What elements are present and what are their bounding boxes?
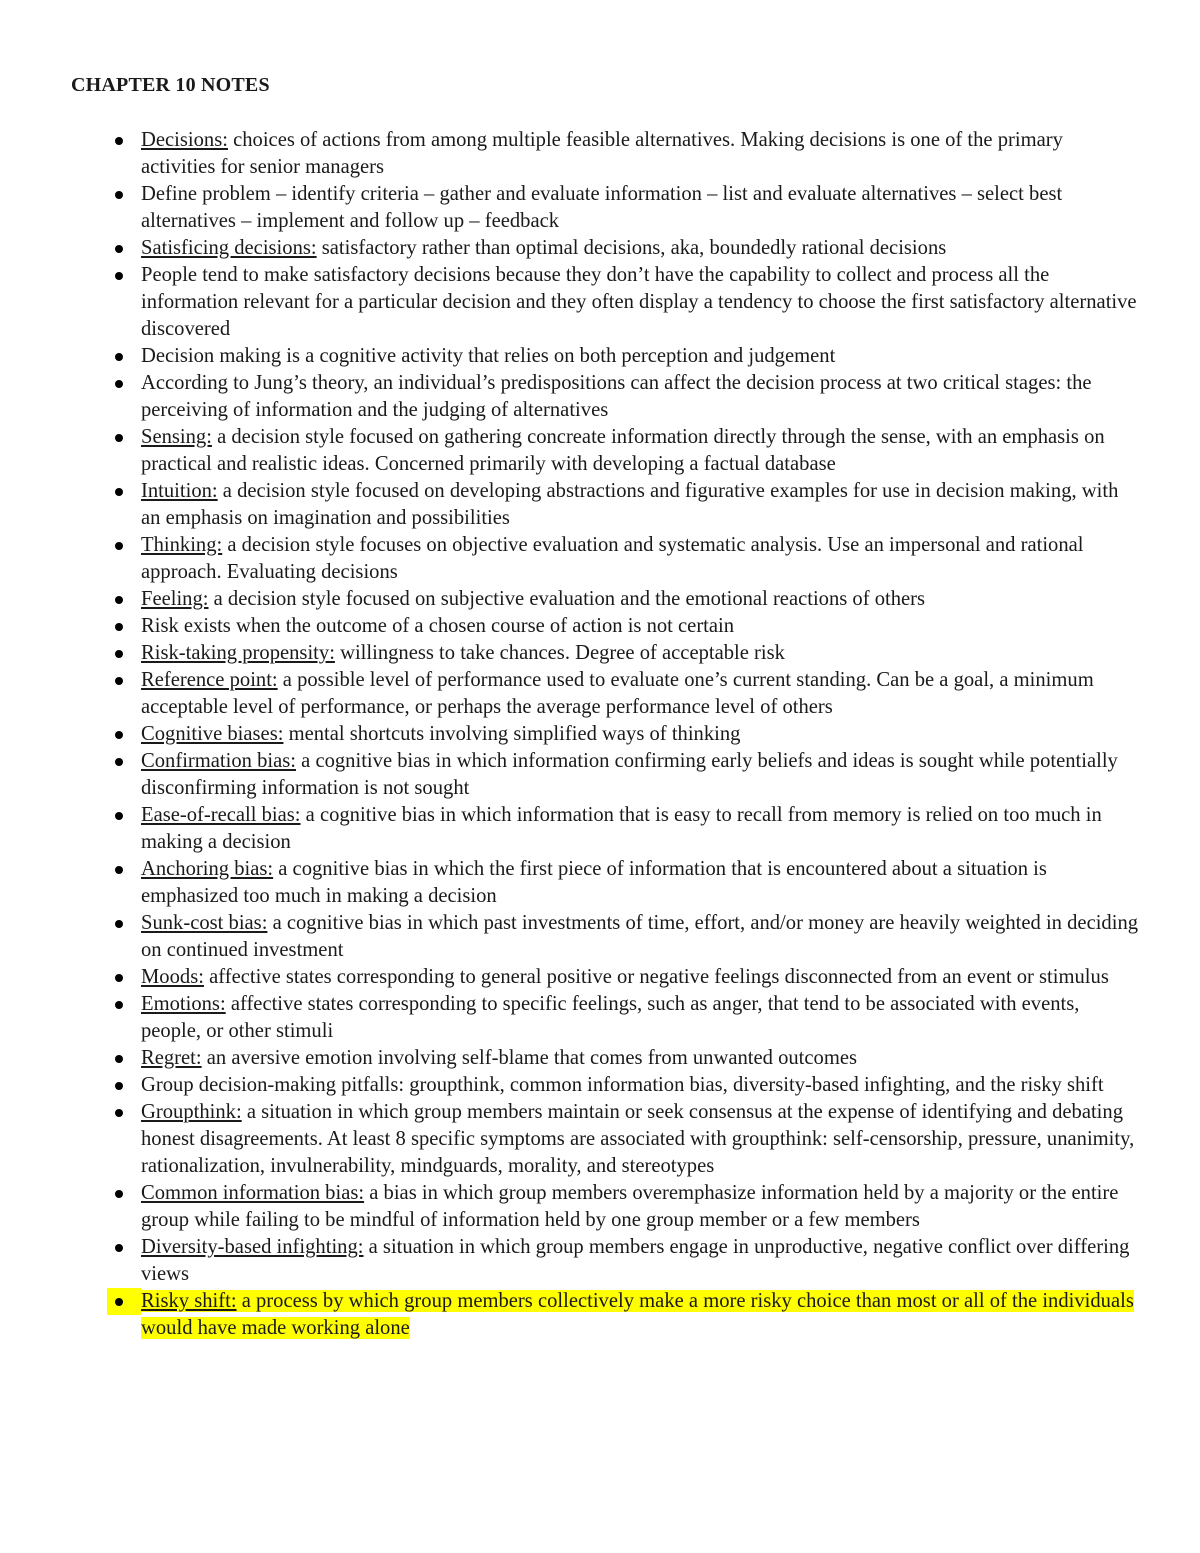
list-item-content [141, 237, 946, 259]
term-label: Satisficing decisions: [141, 237, 317, 259]
list-item [0, 640, 1200, 667]
term-label: Confirmation bias: [141, 750, 297, 772]
bullet-icon [115, 640, 125, 667]
term-label: Emotions: [141, 993, 226, 1015]
list-item [0, 532, 1200, 586]
definition-text: an aversive emotion involving self-blame that comes from unwanted outcomes [201, 1047, 858, 1069]
list-item [0, 262, 1200, 343]
bullet-icon [115, 964, 125, 991]
list-item [0, 856, 1200, 910]
list-item-content [141, 372, 1092, 421]
definition-text: Group decision-making pitfalls: groupthink, common information bias, diversity-based infighting, and the risky shift [141, 1074, 1104, 1096]
term-label: Sensing: [141, 426, 212, 448]
list-item [0, 1234, 1200, 1288]
definition-text: a decision style focused on gathering concreate information directly through the sense, with an emphasis on practical and realistic ideas. Concerned primarily with developing a factual database [141, 426, 1105, 475]
list-item-content [141, 750, 1118, 799]
list-item-content [141, 1290, 1134, 1339]
term-label: Sunk-cost bias: [141, 912, 268, 934]
list-item-content [141, 912, 1138, 961]
list-item-content [141, 480, 1118, 529]
list-item [0, 181, 1200, 235]
list-item-content [141, 129, 1063, 178]
list-item-content [141, 642, 785, 664]
definition-text: Risk exists when the outcome of a chosen course of action is not certain [141, 615, 735, 637]
definition-text: According to Jung’s theory, an individual’s predispositions can affect the decision process at two critical stages: the perceiving of information and the judging of alternatives [141, 372, 1092, 421]
list-item-content [141, 264, 1137, 340]
term-label: Ease-of-recall bias: [141, 804, 301, 826]
definition-text: a cognitive bias in which information that is easy to recall from memory is relied on too much in making a decision [141, 804, 1102, 853]
bullet-icon [115, 343, 125, 370]
bullet-icon [115, 586, 125, 613]
term-label: Feeling: [141, 588, 209, 610]
list-item [0, 1072, 1200, 1099]
definition-text: a process by which group members collectively make a more risky choice than most or all of the individuals would have made working alone [141, 1290, 1134, 1339]
bullet-icon [115, 910, 125, 937]
bullet-icon [115, 991, 125, 1018]
list-item-content [141, 993, 1079, 1042]
list-item-content [141, 669, 1094, 718]
bullet-icon [115, 181, 125, 208]
list-item-content [141, 966, 1109, 988]
list-item-content [141, 1101, 1134, 1177]
definition-text: Define problem – identify criteria – gather and evaluate information – list and evaluate alternatives – select best alternatives – implement and follow up – feedback [141, 183, 1063, 232]
bullet-icon [115, 748, 125, 775]
list-item [0, 721, 1200, 748]
definition-text: a decision style focused on developing abstractions and figurative examples for use in decision making, with an emphasis on imagination and possibilities [141, 480, 1119, 529]
definition-text: People tend to make satisfactory decisions because they don’t have the capability to collect and process all the information relevant for a particular decision and they often display a tendency to choose the first satisfactory alternative discovered [141, 264, 1137, 340]
list-item [0, 424, 1200, 478]
list-item [0, 1180, 1200, 1234]
bullet-icon [115, 1234, 125, 1261]
list-item [0, 586, 1200, 613]
definition-text: a situation in which group members maintain or seek consensus at the expense of identifying and debating honest disagreements. At least 8 specific symptoms are associated with groupthink: self-censorship, pressure, unanimity, rationalization, invulnerability, mindguards, morality, and stereotypes [141, 1101, 1135, 1177]
list-item [0, 127, 1200, 181]
list-item [0, 1099, 1200, 1180]
list-item [0, 910, 1200, 964]
term-label: Regret: [141, 1047, 202, 1069]
list-item-content [141, 804, 1102, 853]
definition-text: Decision making is a cognitive activity that relies on both perception and judgement [141, 345, 836, 367]
term-label: Cognitive biases: [141, 723, 284, 745]
list-item-content [141, 615, 734, 637]
bullet-icon [115, 802, 125, 829]
term-label: Moods: [141, 966, 204, 988]
definition-text: a cognitive bias in which the first piece of information that is encountered about a situation is emphasized too much in making a decision [141, 858, 1047, 907]
bullet-icon [115, 262, 125, 289]
notes-list [0, 127, 1200, 1342]
bullet-icon [115, 667, 125, 694]
list-item-content [141, 1047, 857, 1069]
definition-text: mental shortcuts involving simplified ways of thinking [283, 723, 741, 745]
list-item [0, 343, 1200, 370]
bullet-icon [115, 424, 125, 451]
bullet-icon [115, 1180, 125, 1207]
bullet-icon [115, 235, 125, 262]
definition-text: a cognitive bias in which information confirming early beliefs and ideas is sought while potentially disconfirming information is not sought [141, 750, 1118, 799]
list-item [0, 667, 1200, 721]
bullet-icon [115, 532, 125, 559]
list-item-content [141, 723, 740, 745]
definition-text: a decision style focused on subjective evaluation and the emotional reactions of others [208, 588, 926, 610]
list-item [0, 964, 1200, 991]
definition-text: a situation in which group members engage in unproductive, negative conflict over differing views [141, 1236, 1130, 1285]
definition-text: affective states corresponding to specific feelings, such as anger, that tend to be associated with events, people, or other stimuli [141, 993, 1080, 1042]
bullet-icon [115, 478, 125, 505]
list-item-content [141, 426, 1105, 475]
definition-text: affective states corresponding to general positive or negative feelings disconnected from an event or stimulus [203, 966, 1109, 988]
list-item-content [141, 183, 1062, 232]
term-label: Risky shift: [141, 1290, 237, 1312]
bullet-icon [115, 721, 125, 748]
bullet-icon [115, 613, 125, 640]
list-item-content [141, 1236, 1129, 1285]
list-item-content [141, 588, 925, 610]
bullet-icon [115, 1072, 125, 1099]
list-item-content [141, 858, 1047, 907]
definition-text: a possible level of performance used to evaluate one’s current standing. Can be a goal, a minimum acceptable level of performance, or perhaps the average performance level of others [141, 669, 1094, 718]
term-label: Groupthink: [141, 1101, 242, 1123]
list-item [0, 478, 1200, 532]
term-label: Reference point: [141, 669, 278, 691]
term-label: Risk-taking propensity: [141, 642, 335, 664]
list-item-content [141, 345, 835, 367]
list-item [0, 1288, 1200, 1342]
page-title: CHAPTER 10 NOTES [71, 74, 270, 96]
list-item-content [141, 1074, 1104, 1096]
definition-text: satisfactory rather than optimal decisions, aka, boundedly rational decisions [316, 237, 947, 259]
definition-text: a cognitive bias in which past investments of time, effort, and/or money are heavily weighted in deciding on continued investment [141, 912, 1139, 961]
list-item [0, 235, 1200, 262]
term-label: Decisions: [141, 129, 228, 151]
list-item [0, 370, 1200, 424]
bullet-icon [115, 1045, 125, 1072]
definition-text: a bias in which group members overemphasize information held by a majority or the entire group while failing to be mindful of information held by one group member or a few members [141, 1182, 1119, 1231]
bullet-icon [107, 1288, 141, 1315]
term-label: Anchoring bias: [141, 858, 274, 880]
definition-text: willingness to take chances. Degree of acceptable risk [334, 642, 785, 664]
list-item [0, 802, 1200, 856]
term-label: Common information bias: [141, 1182, 365, 1204]
list-item-content [141, 534, 1084, 583]
bullet-icon [115, 856, 125, 883]
list-item-content [141, 1182, 1118, 1231]
list-item [0, 748, 1200, 802]
definition-text: a decision style focuses on objective evaluation and systematic analysis. Use an impersonal and rational approach. Evaluating decisions [141, 534, 1084, 583]
term-label: Intuition: [141, 480, 218, 502]
bullet-icon [115, 1099, 125, 1126]
list-item [0, 991, 1200, 1045]
term-label: Thinking: [141, 534, 223, 556]
list-item [0, 1045, 1200, 1072]
definition-text: choices of actions from among multiple feasible alternatives. Making decisions is one of the primary activities for senior managers [141, 129, 1063, 178]
term-label: Diversity-based infighting: [141, 1236, 364, 1258]
bullet-icon [115, 370, 125, 397]
list-item [0, 613, 1200, 640]
bullet-icon [115, 127, 125, 154]
